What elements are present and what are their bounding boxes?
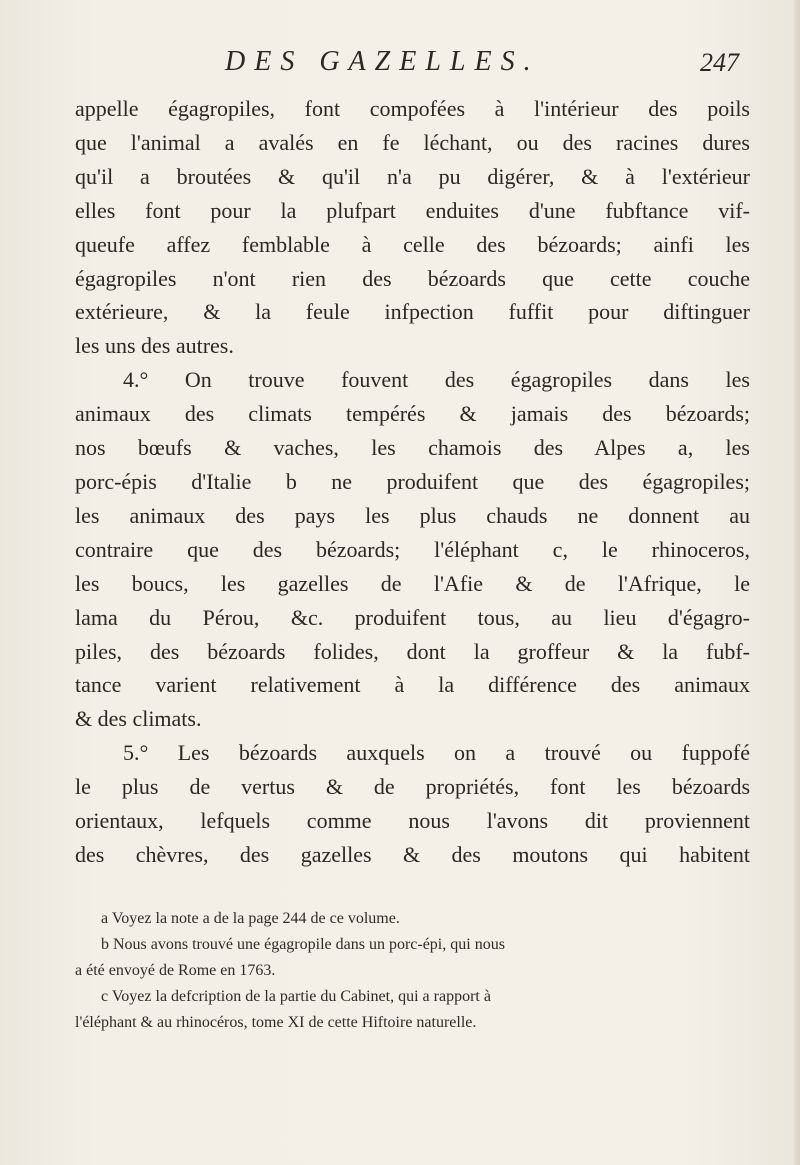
- footnotes: [75, 906, 755, 1036]
- body-line: des chèvres, des gazelles & des moutons qui habitent: [75, 841, 750, 867]
- body-line: piles, des bézoards folides, dont la groffeur & la fubf-: [75, 638, 750, 664]
- body-line: animaux des climats tempérés & jamais des bézoards;: [75, 401, 750, 427]
- body-line: porc-épis d'Italie b ne produifent que des égagropiles;: [75, 468, 750, 494]
- body-line: égagropiles n'ont rien des bézoards que cette couche: [75, 265, 750, 291]
- page-header: [0, 46, 800, 86]
- body-text: [75, 92, 750, 872]
- body-line: queufe affez femblable à celle des bézoards; ainfi les: [75, 231, 750, 257]
- body-line: lama du Pérou, &c. produifent tous, au lieu d'égagro-: [75, 604, 750, 630]
- footnote-c-continued: l'éléphant & au rhinocéros, tome XI de cette Hiftoire naturelle.: [75, 1014, 477, 1031]
- body-line-paragraph-start: 4.° On trouve fouvent des égagropiles dans les: [123, 367, 750, 393]
- body-line: extérieure, & la feule infpection fuffit pour diftinguer: [75, 299, 750, 325]
- footnote-b: b Nous avons trouvé une égagropile dans un porc-épi, qui nous: [101, 936, 505, 953]
- footnote-a: a Voyez la note a de la page 244 de ce volume.: [101, 910, 400, 927]
- body-line: les boucs, les gazelles de l'Afie & de l'Afrique, le: [75, 570, 750, 596]
- body-line: que l'animal a avalés en fe léchant, ou des racines dures: [75, 129, 750, 155]
- body-line: & des climats.: [75, 706, 202, 732]
- body-line: les animaux des pays les plus chauds ne donnent au: [75, 502, 750, 528]
- body-line: orientaux, lefquels comme nous l'avons dit proviennent: [75, 808, 750, 834]
- footnote-c: c Voyez la defcription de la partie du Cabinet, qui a rapport à: [101, 988, 491, 1005]
- page-edge: [794, 0, 800, 1165]
- body-line: elles font pour la plufpart enduites d'une fubftance vif-: [75, 197, 750, 223]
- body-line: les uns des autres.: [75, 333, 234, 359]
- body-line: nos bœufs & vaches, les chamois des Alpes a, les: [75, 435, 750, 461]
- running-head: DES GAZELLES.: [225, 46, 540, 77]
- page-number: 247: [700, 48, 739, 77]
- body-line: contraire que des bézoards; l'éléphant c, le rhinoceros,: [75, 536, 750, 562]
- body-line: qu'il a broutées & qu'il n'a pu digérer, & à l'extérieur: [75, 163, 750, 189]
- body-line-paragraph-start: 5.° Les bézoards auxquels on a trouvé ou fuppofé: [123, 740, 750, 766]
- footnote-b-continued: a été envoyé de Rome en 1763.: [75, 962, 276, 979]
- body-line: le plus de vertus & de propriétés, font les bézoards: [75, 774, 750, 800]
- body-line: appelle égagropiles, font compofées à l'intérieur des poils: [75, 96, 750, 121]
- body-line: tance varient relativement à la différence des animaux: [75, 672, 750, 698]
